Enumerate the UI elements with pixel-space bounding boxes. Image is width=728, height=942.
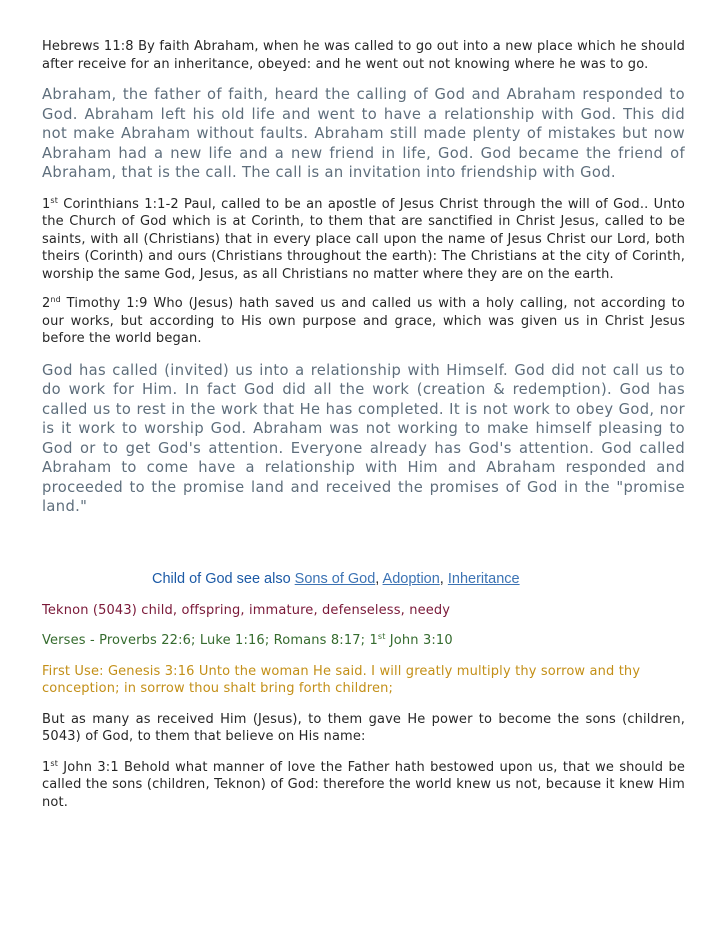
ordinal-suffix: st [50, 758, 59, 768]
abraham-commentary-paragraph: Abraham, the father of faith, heard the calling of God and Abraham responded to God. Abraham left his old life and went to have a relationship with God. This did not make Abraham without faults. Abraham still made plenty of mistakes but now Abraham had a new life and a new friend in life, God. God became the friend of Abraham, that is the call. The call is an invitation into friendship with God. [42, 86, 685, 181]
first-use-paragraph: First Use: Genesis 3:16 Unto the woman He said. I will greatly multiply thy sorrow and thy conception; in sorrow thou shalt bring forth children; [42, 663, 641, 696]
hebrews-verse-paragraph: Hebrews 11:8 By faith Abraham, when he was called to go out into a new place which he should after receive for an inheritance, obeyed: and he went out not knowing where he was to go. [42, 39, 685, 72]
document-page [42, 38, 685, 811]
verses-text: Verses - Proverbs 22:6; Luke 1:16; Romans 8:17; 1 [42, 633, 378, 648]
timothy-verse-paragraph [42, 295, 685, 348]
heading-separator: , [375, 570, 383, 587]
sons-of-god-link[interactable]: Sons of God [294, 570, 376, 587]
inheritance-link[interactable]: Inheritance [447, 570, 520, 587]
verse-text: Timothy 1:9 Who (Jesus) hath saved us and called us with a holy calling, not according to our works, but according to His own purpose and grace, which was given us in Christ Jesus before the world began. [42, 296, 685, 346]
verses-list [42, 632, 685, 650]
ordinal-number: 1 [42, 759, 51, 775]
adoption-link[interactable]: Adoption [382, 570, 440, 587]
heading-separator: , [439, 570, 448, 587]
verse-text: Corinthians 1:1-2 Paul, called to be an apostle of Jesus Christ through the will of God.. Unto the Church of God which is at Corinth, to them that are sanctified in Christ Jesus, called to be saints, with all (Christians) that in every place call upon the name of Jesus Christ our Lord, both theirs (Corinth) and ours (Christians throughout the earth): The Christians at the city of Corinth, worship the same God, Jesus, as all Christians no matter where they are on the earth. [42, 196, 685, 282]
verse-text: John 3:1 Behold what manner of love the Father hath bestowed upon us, that we should be called the sons (children, Teknon) of God: therefore the world knew us not, because it knew Him not. [42, 759, 685, 810]
john-verse-paragraph [42, 759, 685, 812]
ordinal-number: 2 [42, 296, 51, 311]
heading-title: Child of God see also [152, 570, 295, 587]
ordinal-suffix: nd [50, 295, 61, 304]
ordinal-suffix: st [50, 195, 59, 205]
corinthians-verse-paragraph [42, 196, 685, 284]
calling-commentary-paragraph: God has called (invited) us into a relationship with Himself. God did not call us to do work for Him. In fact God did all the work (creation & redemption). God has called us to rest in the work that He has completed. It is not work to obey God, nor is it work to worship God. Abraham was not working to make himself pleasing to God or to get God's attention. Everyone already has God's attention. God called Abraham to come have a relationship with Him and Abraham responded and proceeded to the promise land and received the promises of God in the "promise land." [42, 361, 685, 515]
received-verse-paragraph: But as many as received Him (Jesus), to them gave He power to become the sons (children, 5043) of God, to them that believe on His name: [42, 711, 685, 744]
ordinal-suffix: st [377, 632, 386, 641]
ordinal-number: 1 [42, 196, 51, 212]
verses-text-end: John 3:10 [385, 633, 453, 648]
section-heading [42, 569, 685, 589]
teknon-definition: Teknon (5043) child, offspring, immature, defenseless, needy [42, 602, 451, 618]
